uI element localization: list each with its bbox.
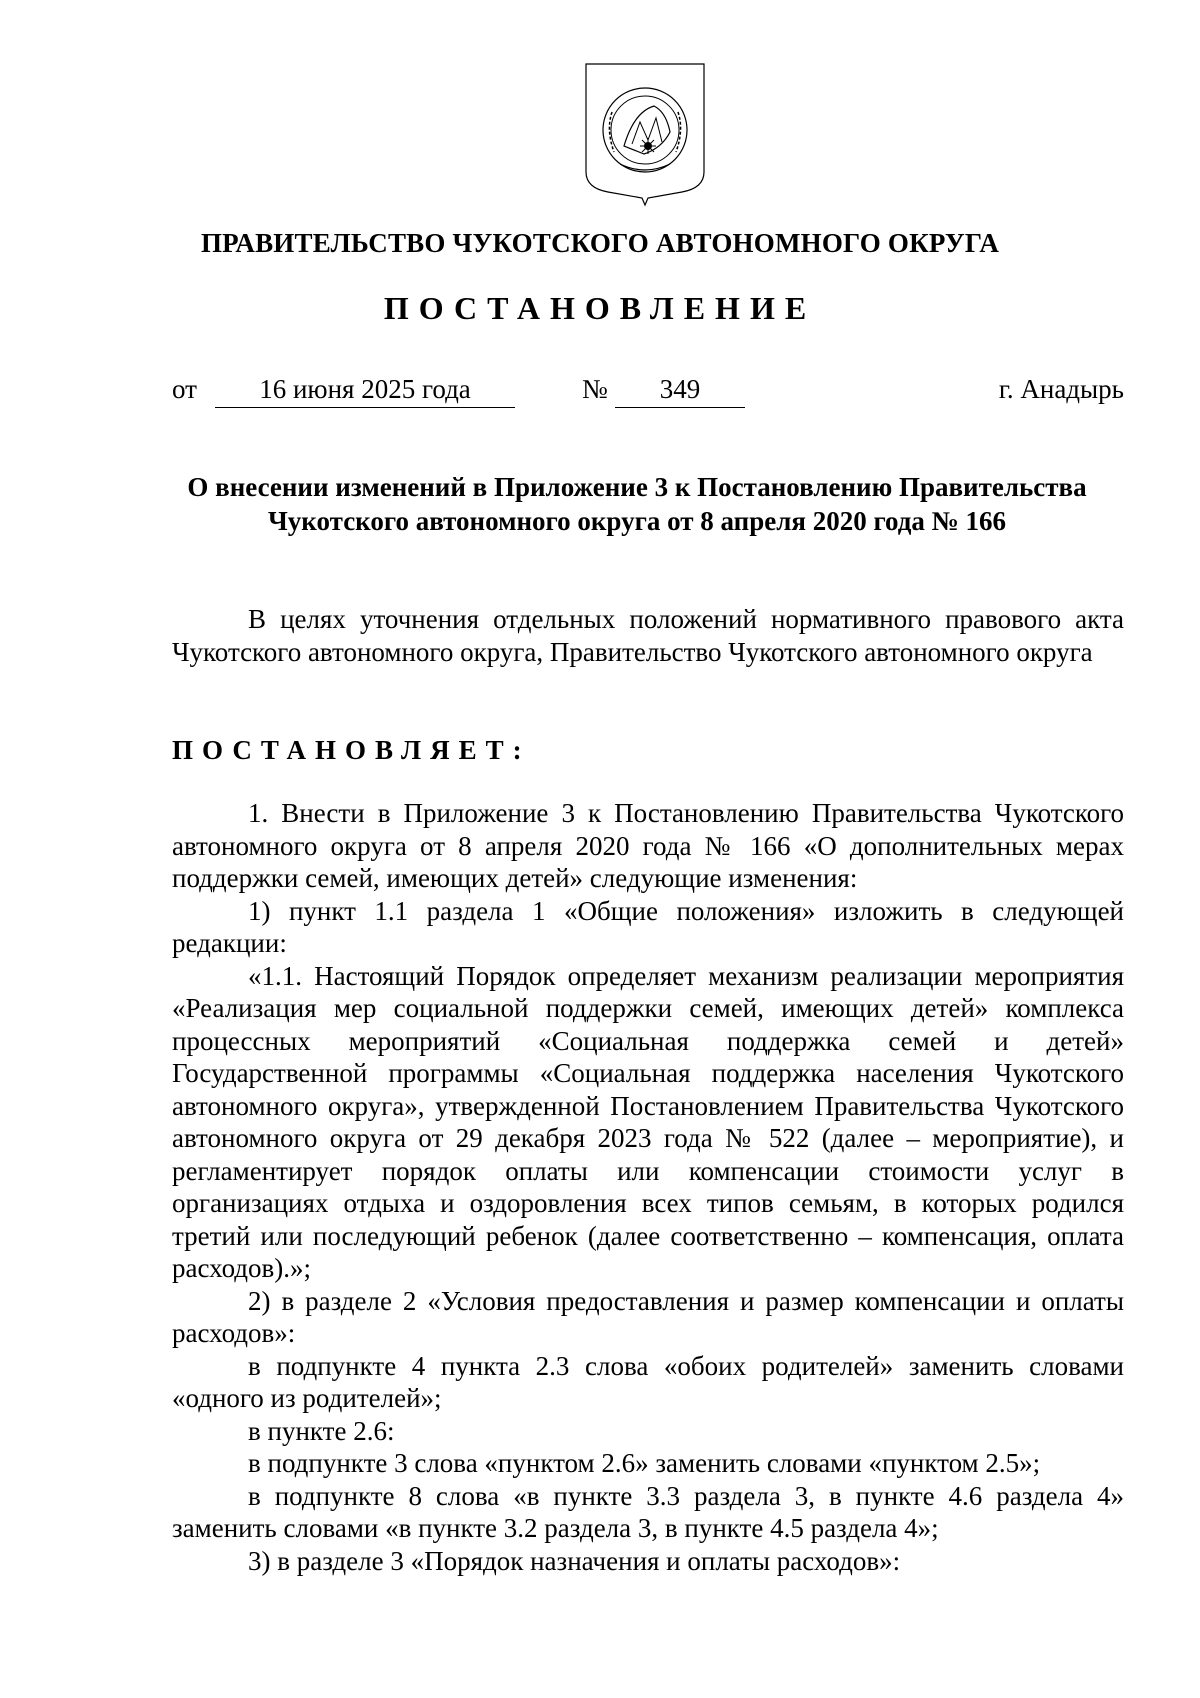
paragraph: 1. Внести в Приложение 3 к Постановлению Правительства Чукотского автономного округа от 8 апреля 2020 года № 166 «О дополнительных мерах поддержки семей, имеющих детей» следующие изменения:	[172, 798, 1124, 893]
intro-paragraph: В целях уточнения отдельных положений нормативного правового акта Чукотского автономного округа, Правительство Чукотского автономного округа	[172, 604, 1124, 667]
organization-title: ПРАВИТЕЛЬСТВО ЧУКОТСКОГО АВТОНОМНОГО ОКРУГА	[200, 228, 1000, 258]
document-date: 16 июня 2025 года	[215, 374, 515, 408]
main-section	[172, 797, 1124, 1577]
document-meta	[0, 374, 1200, 414]
paragraph: 3) в разделе 3 «Порядок назначения и оплаты расходов»:	[248, 1545, 901, 1576]
paragraph: в подпункте 3 слова «пунктом 2.6» заменить словами «пунктом 2.5»;	[248, 1448, 1041, 1478]
number-label: №	[582, 374, 608, 404]
subject-line-2: Чукотского автономного округа от 8 апреля 2020 года № 166	[267, 506, 1007, 536]
subject-line-1: О внесении изменений в Приложение 3 к Постановлению Правительства	[187, 472, 1087, 502]
paragraph: в подпункте 4 пункта 2.3 слова «обоих родителей» заменить словами «одного из родителей»;	[172, 1350, 1124, 1413]
paragraph: в подпункте 8 слова «в пункте 3.3 раздела 3, в пункте 4.6 раздела 4» заменить словами «в пункте 3.2 раздела 3, в пункте 4.5 раздела 4»;	[172, 1480, 1124, 1543]
paragraph: в пункте 2.6:	[248, 1415, 395, 1446]
document-subject	[150, 470, 1124, 538]
resolve-heading: ПОСТАНОВЛЯЕТ:	[172, 735, 531, 765]
document-number: 349	[615, 374, 745, 408]
paragraph: «1.1. Настоящий Порядок определяет механизм реализации мероприятия «Реализация мер социальной поддержки семей, имеющих детей» комплекса процессных мероприятий «Социальная поддержка семей и детей» Государственной программы «Социальная поддержка населения Чукотского автономного округа», утвержденной Постановлением Правительства Чукотского автономного округа от 29 декабря 2023 года № 522 (далее – мероприятие), и регламентирует порядок оплаты или компенсации стоимости услуг в организациях отдыха и оздоровления всех типов семьям, в которых родился третий или последующий ребенок (далее соответственно – компенсация, оплата расходов).»;	[172, 960, 1124, 1283]
coat-of-arms-icon	[582, 60, 708, 210]
document-city: г. Анадырь	[998, 374, 1124, 404]
document-type: ПОСТАНОВЛЕНИЕ	[383, 290, 817, 326]
intro-section	[172, 603, 1124, 668]
paragraph: 2) в разделе 2 «Условия предоставления и размер компенсации и оплаты расходов»:	[172, 1285, 1124, 1348]
paragraph: 1) пункт 1.1 раздела 1 «Общие положения» изложить в следующей редакции:	[172, 895, 1124, 958]
date-label: от	[172, 374, 197, 404]
